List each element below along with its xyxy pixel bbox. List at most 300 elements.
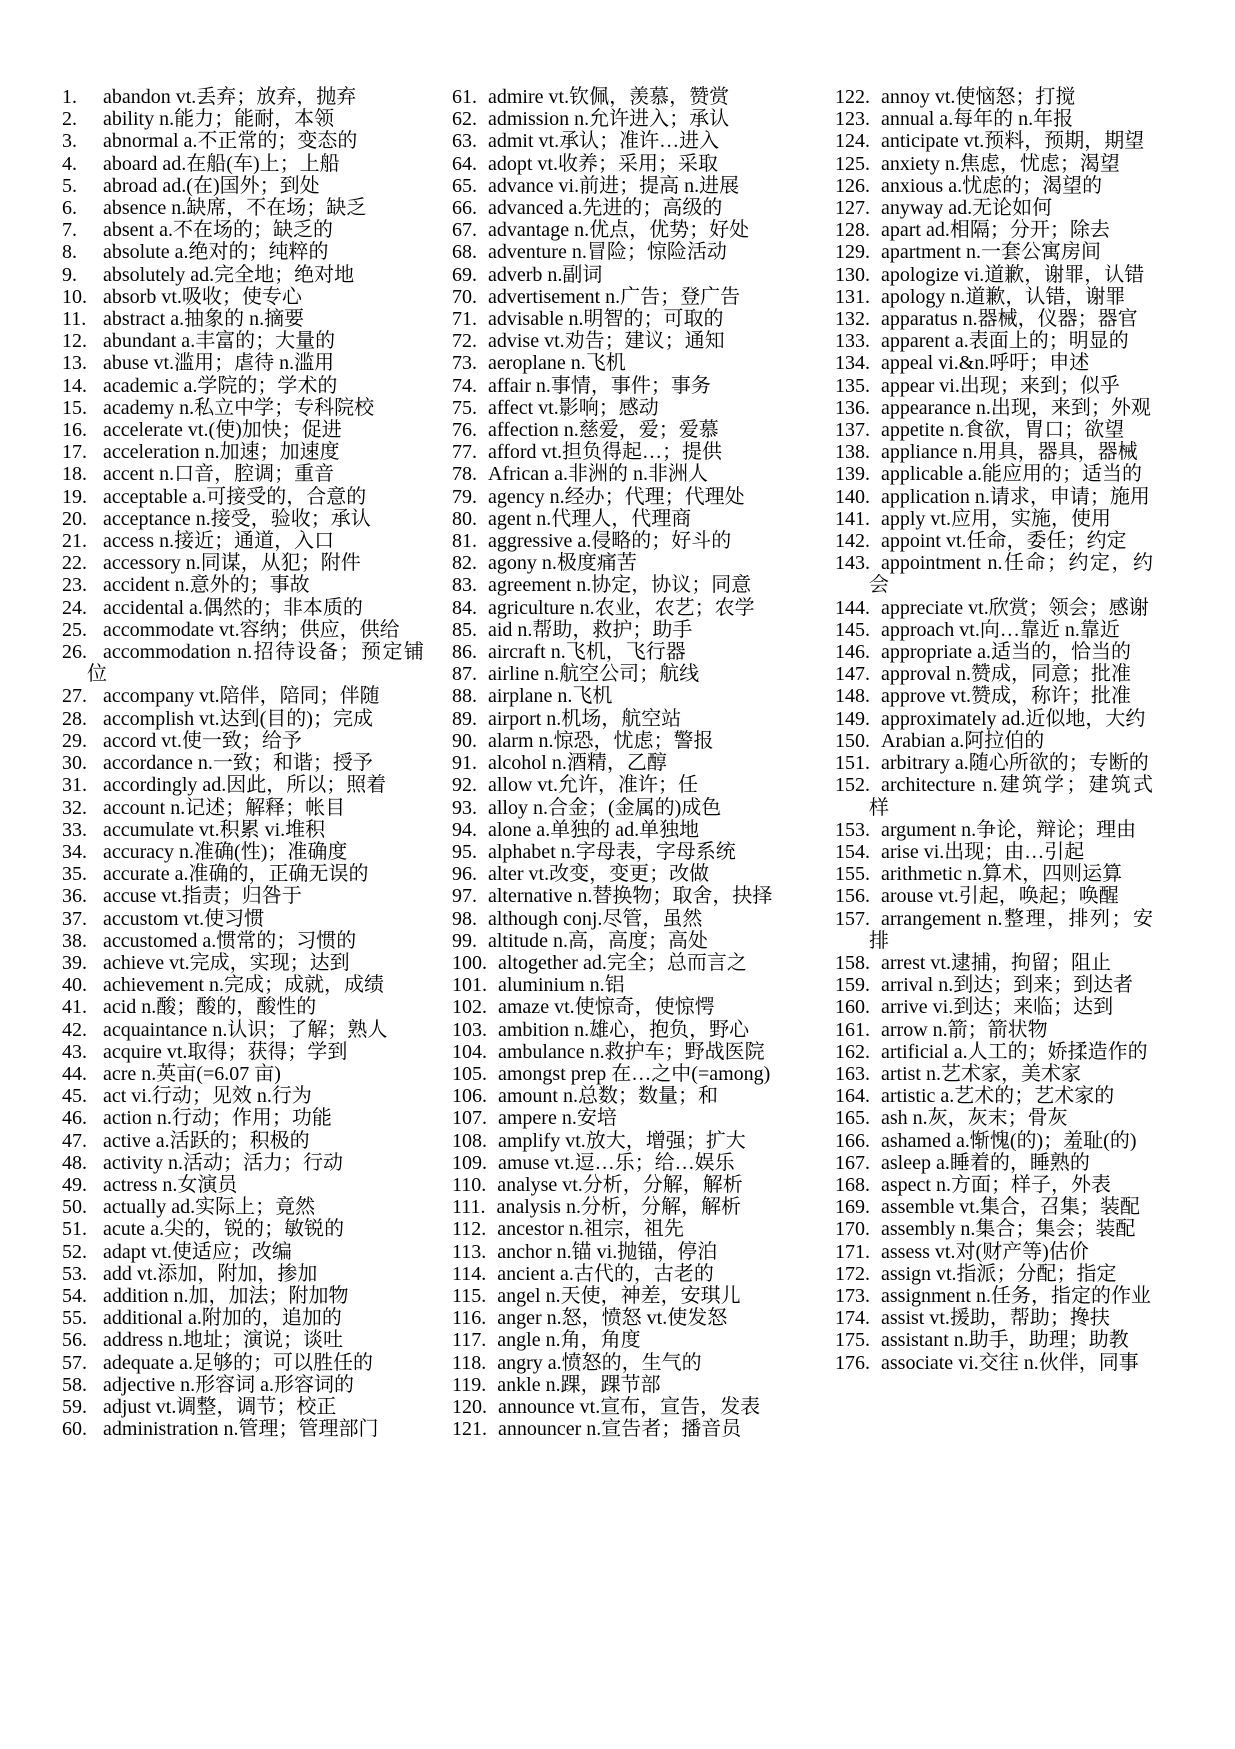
list-item bbox=[62, 1152, 424, 1174]
list-item bbox=[452, 286, 774, 308]
list-item bbox=[62, 1352, 424, 1374]
item-text: action n.行动；作用；功能 bbox=[103, 1107, 332, 1130]
item-text: approval n.赞成，同意；批准 bbox=[881, 663, 1131, 686]
item-number: 1. bbox=[62, 86, 77, 108]
item-text: airplane n.飞机 bbox=[488, 685, 613, 708]
item-text: accompany vt.陪伴，陪同；伴随 bbox=[103, 685, 380, 708]
list-item bbox=[62, 819, 424, 841]
list-item bbox=[62, 708, 424, 730]
item-number: 87. bbox=[452, 663, 477, 686]
item-number: 106. bbox=[452, 1085, 487, 1108]
list-item bbox=[452, 685, 774, 707]
item-number: 43. bbox=[62, 1040, 87, 1063]
item-text: ashamed a.惭愧(的)；羞耻(的) bbox=[881, 1129, 1137, 1152]
list-item bbox=[62, 86, 424, 108]
list-item bbox=[835, 752, 1153, 774]
item-text: acquire vt.取得；获得；学到 bbox=[103, 1040, 348, 1063]
item-text: artist n.艺术家，美术家 bbox=[881, 1062, 1081, 1085]
list-item bbox=[452, 863, 774, 885]
item-text: ankle n.踝，踝节部 bbox=[497, 1373, 661, 1396]
list-item bbox=[452, 486, 774, 508]
list-item bbox=[835, 1218, 1153, 1240]
item-text: alarm n.惊恐，忧虑；警报 bbox=[488, 729, 714, 752]
list-item bbox=[452, 641, 774, 663]
item-text: argument n.争论，辩论；理由 bbox=[881, 818, 1137, 841]
item-text: additional a.附加的，追加的 bbox=[103, 1307, 342, 1330]
list-item bbox=[452, 597, 774, 619]
item-number: 167. bbox=[835, 1151, 870, 1174]
item-number: 130. bbox=[835, 263, 870, 286]
item-text: ability n.能力；能耐，本领 bbox=[103, 108, 335, 131]
item-text: adjective n.形容词 a.形容词的 bbox=[103, 1373, 355, 1396]
list-item bbox=[62, 1041, 424, 1063]
list-item bbox=[452, 330, 774, 352]
list-item bbox=[62, 1085, 424, 1107]
item-number: 22. bbox=[62, 552, 87, 575]
item-number: 162. bbox=[835, 1040, 870, 1063]
item-number: 72. bbox=[452, 330, 477, 353]
item-number: 175. bbox=[835, 1329, 870, 1352]
list-item bbox=[62, 1130, 424, 1152]
list-item bbox=[62, 1418, 424, 1440]
item-text: accidental a.偶然的；非本质的 bbox=[103, 596, 363, 619]
list-item bbox=[452, 841, 774, 863]
item-number: 8. bbox=[62, 241, 77, 264]
item-number: 27. bbox=[62, 685, 87, 708]
list-item bbox=[835, 1085, 1153, 1107]
item-number: 52. bbox=[62, 1240, 87, 1263]
list-item bbox=[62, 574, 424, 596]
item-number: 98. bbox=[452, 907, 477, 930]
list-item bbox=[835, 996, 1153, 1018]
item-number: 133. bbox=[835, 330, 870, 353]
item-number: 132. bbox=[835, 308, 870, 331]
item-text: acceleration n.加速；加速度 bbox=[103, 441, 340, 464]
list-item bbox=[452, 463, 774, 485]
item-text: advisable n.明智的；可取的 bbox=[488, 308, 724, 331]
list-item bbox=[452, 752, 774, 774]
item-number: 31. bbox=[62, 774, 87, 797]
list-item bbox=[62, 108, 424, 130]
list-item bbox=[62, 308, 424, 330]
list-item bbox=[452, 952, 774, 974]
list-item bbox=[835, 1352, 1153, 1374]
list-item bbox=[62, 419, 424, 441]
item-text: advantage n.优点，优势；好处 bbox=[488, 219, 750, 242]
item-number: 176. bbox=[835, 1351, 870, 1374]
list-item bbox=[62, 863, 424, 885]
item-number: 76. bbox=[452, 419, 477, 442]
item-text: ancestor n.祖宗，祖先 bbox=[497, 1218, 684, 1241]
item-number: 139. bbox=[835, 463, 870, 486]
item-text: agency n.经办；代理；代理处 bbox=[488, 485, 745, 508]
item-text: apart ad.相隔；分开；除去 bbox=[881, 219, 1110, 242]
item-number: 17. bbox=[62, 441, 87, 464]
item-text: arrive vi.到达；来临；达到 bbox=[881, 996, 1114, 1019]
item-number: 129. bbox=[835, 241, 870, 264]
list-item bbox=[452, 1241, 774, 1263]
item-number: 161. bbox=[835, 1018, 870, 1041]
item-number: 3. bbox=[62, 130, 77, 153]
item-text: apologize vi.道歉，谢罪，认错 bbox=[881, 263, 1145, 286]
item-text: adverb n.副词 bbox=[488, 263, 603, 286]
item-number: 102. bbox=[452, 996, 487, 1019]
list-item bbox=[835, 1241, 1153, 1263]
item-text: assemble vt.集合，召集；装配 bbox=[881, 1196, 1140, 1219]
item-number: 100. bbox=[452, 951, 487, 974]
list-item bbox=[62, 1063, 424, 1085]
list-item bbox=[835, 1329, 1153, 1351]
item-number: 95. bbox=[452, 840, 477, 863]
item-text: aboard ad.在船(车)上；上船 bbox=[103, 152, 340, 175]
item-text: ambulance n.救护车；野战医院 bbox=[498, 1040, 765, 1063]
item-number: 94. bbox=[452, 818, 477, 841]
list-item bbox=[835, 730, 1153, 752]
item-number: 141. bbox=[835, 507, 870, 530]
item-text: accurate a.准确的，正确无误的 bbox=[103, 863, 369, 886]
item-number: 40. bbox=[62, 974, 87, 997]
item-number: 85. bbox=[452, 618, 477, 641]
item-text: afford vt.担负得起…；提供 bbox=[488, 441, 723, 464]
list-item bbox=[835, 308, 1153, 330]
item-number: 143. bbox=[835, 552, 870, 575]
list-item bbox=[62, 641, 424, 685]
list-item bbox=[452, 1329, 774, 1351]
list-item bbox=[835, 153, 1153, 175]
item-number: 65. bbox=[452, 174, 477, 197]
item-number: 108. bbox=[452, 1129, 487, 1152]
item-text: addition n.加，加法；附加物 bbox=[103, 1284, 349, 1307]
item-text: advise vt.劝告；建议；通知 bbox=[488, 330, 725, 353]
list-item bbox=[452, 308, 774, 330]
item-number: 10. bbox=[62, 285, 87, 308]
item-number: 4. bbox=[62, 152, 77, 175]
list-item bbox=[62, 1374, 424, 1396]
item-number: 88. bbox=[452, 685, 477, 708]
item-text: agony n.极度痛苦 bbox=[488, 552, 637, 575]
item-text: abandon vt.丢弃；放弃，抛弃 bbox=[103, 86, 357, 108]
item-text: alter vt.改变，变更；改做 bbox=[488, 863, 710, 886]
item-text: artistic a.艺术的；艺术家的 bbox=[881, 1085, 1115, 1108]
list-item bbox=[835, 597, 1153, 619]
list-item bbox=[62, 774, 424, 796]
list-item bbox=[835, 1307, 1153, 1329]
list-item bbox=[835, 1285, 1153, 1307]
item-text: analyse vt.分析，分解，解析 bbox=[497, 1173, 743, 1196]
list-item bbox=[452, 86, 774, 108]
item-number: 39. bbox=[62, 951, 87, 974]
item-text: although conj.尽管，虽然 bbox=[488, 907, 703, 930]
item-number: 145. bbox=[835, 618, 870, 641]
item-number: 9. bbox=[62, 263, 77, 286]
item-text: approve vt.赞成，称许；批准 bbox=[881, 685, 1131, 708]
item-number: 160. bbox=[835, 996, 870, 1019]
item-text: accustomed a.惯常的；习惯的 bbox=[103, 929, 357, 952]
item-text: appetite n.食欲，胃口；欲望 bbox=[881, 419, 1125, 442]
item-number: 126. bbox=[835, 174, 870, 197]
item-number: 59. bbox=[62, 1395, 87, 1418]
item-number: 99. bbox=[452, 929, 477, 952]
list-item bbox=[452, 397, 774, 419]
item-text: arrest vt.逮捕，拘留；阻止 bbox=[881, 951, 1111, 974]
list-item bbox=[62, 797, 424, 819]
item-number: 34. bbox=[62, 840, 87, 863]
list-item bbox=[452, 908, 774, 930]
item-number: 58. bbox=[62, 1373, 87, 1396]
item-number: 140. bbox=[835, 485, 870, 508]
item-text: arrival n.到达；到来；到达者 bbox=[881, 974, 1134, 997]
item-number: 120. bbox=[452, 1395, 487, 1418]
item-number: 89. bbox=[452, 707, 477, 730]
list-item bbox=[452, 1352, 774, 1374]
item-number: 36. bbox=[62, 885, 87, 908]
item-number: 13. bbox=[62, 352, 87, 375]
list-item bbox=[62, 1285, 424, 1307]
item-number: 155. bbox=[835, 863, 870, 886]
item-number: 164. bbox=[835, 1085, 870, 1108]
list-item bbox=[62, 619, 424, 641]
item-text: agent n.代理人，代理商 bbox=[488, 507, 692, 530]
list-item bbox=[452, 108, 774, 130]
item-number: 80. bbox=[452, 507, 477, 530]
list-item bbox=[835, 952, 1153, 974]
list-item bbox=[835, 1019, 1153, 1041]
list-item bbox=[62, 996, 424, 1018]
item-number: 63. bbox=[452, 130, 477, 153]
list-item bbox=[62, 1263, 424, 1285]
item-text: arrangement n.整理，排列；安排 bbox=[869, 907, 1153, 952]
list-item bbox=[452, 1174, 774, 1196]
list-item bbox=[62, 930, 424, 952]
list-item bbox=[452, 774, 774, 796]
item-number: 117. bbox=[452, 1329, 487, 1352]
item-text: apparatus n.器械，仪器；器官 bbox=[881, 308, 1138, 331]
item-text: accelerate vt.(使)加快；促进 bbox=[103, 419, 342, 442]
item-number: 127. bbox=[835, 197, 870, 220]
item-number: 53. bbox=[62, 1262, 87, 1285]
item-text: advertisement n.广告；登广告 bbox=[488, 285, 741, 308]
item-text: accumulate vt.积累 vi.堆积 bbox=[103, 818, 326, 841]
list-item bbox=[452, 1130, 774, 1152]
item-number: 50. bbox=[62, 1196, 87, 1219]
item-text: abundant a.丰富的；大量的 bbox=[103, 330, 336, 353]
item-number: 171. bbox=[835, 1240, 870, 1263]
item-text: alone a.单独的 ad.单独地 bbox=[488, 818, 700, 841]
item-text: amuse vt.逗…乐；给…娱乐 bbox=[498, 1151, 735, 1174]
item-number: 74. bbox=[452, 374, 477, 397]
item-text: absolute a.绝对的；纯粹的 bbox=[103, 241, 329, 264]
item-text: adapt vt.使适应；改编 bbox=[103, 1240, 292, 1263]
list-item bbox=[835, 530, 1153, 552]
item-number: 81. bbox=[452, 530, 477, 553]
list-item bbox=[452, 1396, 774, 1418]
item-text: ambition n.雄心，抱负，野心 bbox=[498, 1018, 750, 1041]
item-text: accident n.意外的；事故 bbox=[103, 574, 310, 597]
list-item bbox=[835, 108, 1153, 130]
item-number: 70. bbox=[452, 285, 477, 308]
list-item bbox=[452, 1285, 774, 1307]
item-number: 14. bbox=[62, 374, 87, 397]
list-item bbox=[62, 241, 424, 263]
item-text: affect vt.影响；感动 bbox=[488, 396, 659, 419]
item-text: admission n.允许进入；承认 bbox=[488, 108, 730, 131]
list-item bbox=[62, 1107, 424, 1129]
item-number: 68. bbox=[452, 241, 477, 264]
item-number: 61. bbox=[452, 86, 477, 108]
item-number: 64. bbox=[452, 152, 477, 175]
item-number: 20. bbox=[62, 507, 87, 530]
item-number: 71. bbox=[452, 308, 477, 331]
item-text: admire vt.钦佩，羡慕，赞赏 bbox=[488, 86, 730, 108]
item-text: adopt vt.收养；采用；采取 bbox=[488, 152, 718, 175]
list-item bbox=[835, 441, 1153, 463]
item-number: 135. bbox=[835, 374, 870, 397]
item-text: aeroplane n.飞机 bbox=[488, 352, 626, 375]
item-number: 33. bbox=[62, 818, 87, 841]
item-text: application n.请求，申请；施用 bbox=[881, 485, 1150, 508]
item-text: act vi.行动；见效 n.行为 bbox=[103, 1085, 312, 1108]
item-number: 109. bbox=[452, 1151, 487, 1174]
list-item bbox=[835, 419, 1153, 441]
item-text: airline n.航空公司；航线 bbox=[488, 663, 700, 686]
list-item bbox=[452, 574, 774, 596]
item-text: altitude n.高，高度；高处 bbox=[488, 929, 708, 952]
item-number: 35. bbox=[62, 863, 87, 886]
item-text: appropriate a.适当的，恰当的 bbox=[881, 641, 1131, 664]
list-item bbox=[452, 996, 774, 1018]
item-number: 77. bbox=[452, 441, 477, 464]
item-text: associate vi.交往 n.伙伴，同事 bbox=[881, 1351, 1139, 1374]
list-item bbox=[62, 352, 424, 374]
item-number: 163. bbox=[835, 1062, 870, 1085]
list-item bbox=[62, 974, 424, 996]
item-number: 112. bbox=[452, 1218, 487, 1241]
item-text: anxious a.忧虑的；渴望的 bbox=[881, 174, 1103, 197]
list-item bbox=[835, 397, 1153, 419]
item-number: 149. bbox=[835, 707, 870, 730]
item-number: 57. bbox=[62, 1351, 87, 1374]
item-number: 138. bbox=[835, 441, 870, 464]
list-item bbox=[835, 685, 1153, 707]
item-number: 66. bbox=[452, 197, 477, 220]
list-item bbox=[452, 419, 774, 441]
item-text: accord vt.使一致；给予 bbox=[103, 729, 302, 752]
list-item bbox=[62, 730, 424, 752]
item-text: anyway ad.无论如何 bbox=[881, 197, 1053, 220]
item-number: 97. bbox=[452, 885, 477, 908]
list-item bbox=[835, 841, 1153, 863]
item-text: appointment n.任命；约定，约会 bbox=[869, 552, 1153, 597]
item-text: assist vt.援助，帮助；搀扶 bbox=[881, 1307, 1110, 1330]
item-number: 47. bbox=[62, 1129, 87, 1152]
list-item bbox=[452, 885, 774, 907]
item-number: 84. bbox=[452, 596, 477, 619]
list-item bbox=[452, 1063, 774, 1085]
item-text: amaze vt.使惊奇，使惊愕 bbox=[498, 996, 715, 1019]
item-text: airport n.机场，航空站 bbox=[488, 707, 682, 730]
item-text: announce vt.宣布，宣告，发表 bbox=[498, 1395, 761, 1418]
item-text: acceptable a.可接受的，合意的 bbox=[103, 485, 367, 508]
list-item bbox=[62, 1396, 424, 1418]
item-number: 96. bbox=[452, 863, 477, 886]
list-item bbox=[62, 908, 424, 930]
item-text: amongst prep 在…之中(=among) bbox=[498, 1062, 771, 1085]
list-item bbox=[835, 330, 1153, 352]
item-number: 154. bbox=[835, 840, 870, 863]
item-number: 174. bbox=[835, 1307, 870, 1330]
list-item bbox=[452, 375, 774, 397]
item-text: annoy vt.使恼怒；打搅 bbox=[881, 86, 1076, 108]
list-item bbox=[452, 663, 774, 685]
item-text: annual a.每年的 n.年报 bbox=[881, 108, 1074, 131]
list-item bbox=[835, 508, 1153, 530]
item-text: appliance n.用具，器具，器械 bbox=[881, 441, 1138, 464]
list-item bbox=[835, 197, 1153, 219]
item-text: angle n.角，角度 bbox=[497, 1329, 641, 1352]
item-number: 6. bbox=[62, 197, 77, 220]
item-text: affair n.事情，事件；事务 bbox=[488, 374, 711, 397]
item-text: alphabet n.字母表，字母系统 bbox=[488, 840, 736, 863]
item-number: 83. bbox=[452, 574, 477, 597]
item-number: 116. bbox=[452, 1307, 487, 1330]
item-number: 169. bbox=[835, 1196, 870, 1219]
list-item bbox=[62, 264, 424, 286]
list-item bbox=[835, 641, 1153, 663]
item-text: adjust vt.调整，调节；校正 bbox=[103, 1395, 337, 1418]
item-text: appreciate vt.欣赏；领会；感谢 bbox=[881, 596, 1149, 619]
list-item bbox=[835, 619, 1153, 641]
list-item bbox=[452, 219, 774, 241]
item-text: acid n.酸；酸的，酸性的 bbox=[103, 996, 317, 1019]
item-number: 24. bbox=[62, 596, 87, 619]
list-item bbox=[452, 130, 774, 152]
item-number: 170. bbox=[835, 1218, 870, 1241]
item-number: 107. bbox=[452, 1107, 487, 1130]
item-number: 92. bbox=[452, 774, 477, 797]
word-list-columns bbox=[62, 86, 1153, 1440]
item-number: 48. bbox=[62, 1151, 87, 1174]
item-number: 159. bbox=[835, 974, 870, 997]
item-number: 86. bbox=[452, 641, 477, 664]
item-number: 118. bbox=[452, 1351, 487, 1374]
list-item bbox=[452, 1218, 774, 1240]
item-text: ash n.灰，灰末；骨灰 bbox=[881, 1107, 1068, 1130]
item-number: 51. bbox=[62, 1218, 87, 1241]
list-item bbox=[62, 463, 424, 485]
item-number: 12. bbox=[62, 330, 87, 353]
item-number: 42. bbox=[62, 1018, 87, 1041]
item-text: arbitrary a.随心所欲的；专断的 bbox=[881, 752, 1149, 775]
list-item bbox=[62, 597, 424, 619]
item-number: 136. bbox=[835, 396, 870, 419]
list-item bbox=[835, 463, 1153, 485]
item-number: 29. bbox=[62, 729, 87, 752]
item-number: 111. bbox=[452, 1196, 486, 1219]
column-1 bbox=[62, 86, 424, 1440]
item-number: 82. bbox=[452, 552, 477, 575]
item-number: 166. bbox=[835, 1129, 870, 1152]
item-text: advance vi.前进；提高 n.进展 bbox=[488, 174, 740, 197]
item-number: 5. bbox=[62, 174, 77, 197]
item-number: 60. bbox=[62, 1418, 87, 1441]
item-number: 123. bbox=[835, 108, 870, 131]
item-number: 41. bbox=[62, 996, 87, 1019]
item-number: 146. bbox=[835, 641, 870, 664]
item-text: affection n.慈爱，爱；爱慕 bbox=[488, 419, 719, 442]
item-number: 91. bbox=[452, 752, 477, 775]
item-number: 124. bbox=[835, 130, 870, 153]
list-item bbox=[452, 819, 774, 841]
